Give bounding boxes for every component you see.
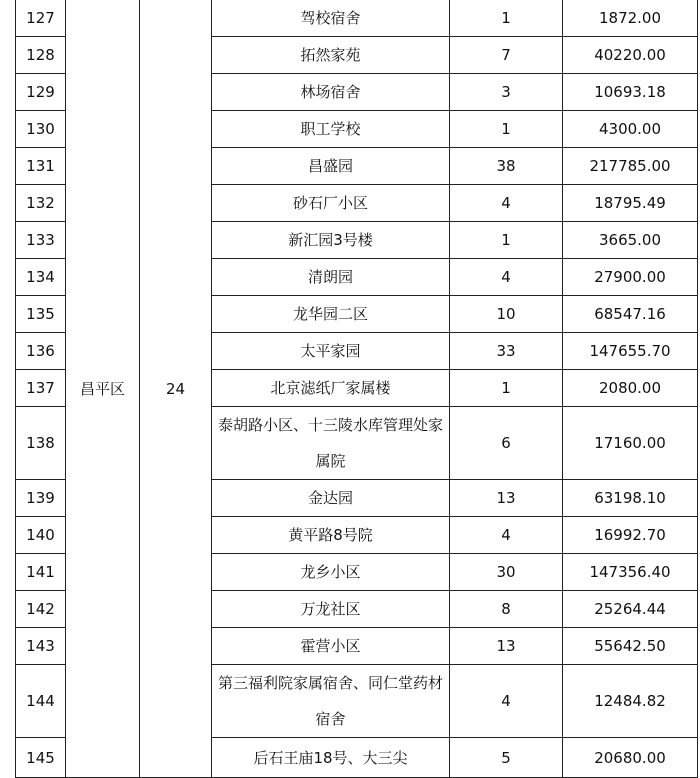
community-name: 林场宿舍 [212, 74, 450, 111]
area-value: 18795.49 [563, 185, 698, 222]
housing-table [15, 0, 698, 778]
row-number: 137 [16, 370, 66, 407]
district-cell: 昌平区 [66, 0, 140, 778]
unit-count: 4 [450, 517, 563, 554]
row-number: 132 [16, 185, 66, 222]
community-name: 泰胡路小区、十三陵水库管理处家属院 [212, 407, 450, 480]
area-value: 12484.82 [563, 665, 698, 738]
row-number: 129 [16, 74, 66, 111]
community-name: 昌盛园 [212, 148, 450, 185]
row-number: 131 [16, 148, 66, 185]
unit-count: 8 [450, 591, 563, 628]
row-number: 142 [16, 591, 66, 628]
area-value: 1872.00 [563, 0, 698, 37]
area-value: 2080.00 [563, 370, 698, 407]
area-value: 16992.70 [563, 517, 698, 554]
community-name: 黄平路8号院 [212, 517, 450, 554]
area-value: 63198.10 [563, 480, 698, 517]
unit-count: 6 [450, 407, 563, 480]
area-value: 27900.00 [563, 259, 698, 296]
area-value: 147356.40 [563, 554, 698, 591]
area-value: 68547.16 [563, 296, 698, 333]
unit-count: 4 [450, 259, 563, 296]
community-name: 万龙社区 [212, 591, 450, 628]
community-name: 龙华园二区 [212, 296, 450, 333]
unit-count: 13 [450, 628, 563, 665]
area-value: 25264.44 [563, 591, 698, 628]
row-number: 140 [16, 517, 66, 554]
row-number: 145 [16, 738, 66, 778]
community-name: 拓然家苑 [212, 37, 450, 74]
row-number: 143 [16, 628, 66, 665]
table-row [16, 0, 698, 37]
row-number: 139 [16, 480, 66, 517]
community-name: 后石王庙18号、大三尖 [212, 738, 450, 778]
row-number: 133 [16, 222, 66, 259]
area-value: 3665.00 [563, 222, 698, 259]
unit-count: 5 [450, 738, 563, 778]
area-value: 4300.00 [563, 111, 698, 148]
row-number: 138 [16, 407, 66, 480]
area-value: 40220.00 [563, 37, 698, 74]
area-value: 10693.18 [563, 74, 698, 111]
district-count-cell: 24 [140, 0, 212, 778]
unit-count: 30 [450, 554, 563, 591]
unit-count: 33 [450, 333, 563, 370]
row-number: 130 [16, 111, 66, 148]
row-number: 135 [16, 296, 66, 333]
row-number: 128 [16, 37, 66, 74]
unit-count: 7 [450, 37, 563, 74]
community-name: 新汇园3号楼 [212, 222, 450, 259]
area-value: 55642.50 [563, 628, 698, 665]
community-name: 金达园 [212, 480, 450, 517]
community-name: 砂石厂小区 [212, 185, 450, 222]
unit-count: 10 [450, 296, 563, 333]
community-name: 霍营小区 [212, 628, 450, 665]
unit-count: 4 [450, 185, 563, 222]
community-name: 龙乡小区 [212, 554, 450, 591]
unit-count: 3 [450, 74, 563, 111]
row-number: 134 [16, 259, 66, 296]
unit-count: 1 [450, 111, 563, 148]
row-number: 141 [16, 554, 66, 591]
unit-count: 1 [450, 222, 563, 259]
row-number: 144 [16, 665, 66, 738]
community-name: 太平家园 [212, 333, 450, 370]
community-name: 职工学校 [212, 111, 450, 148]
row-number: 136 [16, 333, 66, 370]
unit-count: 1 [450, 370, 563, 407]
row-number: 127 [16, 0, 66, 37]
area-value: 147655.70 [563, 333, 698, 370]
area-value: 17160.00 [563, 407, 698, 480]
community-name: 清朗园 [212, 259, 450, 296]
unit-count: 13 [450, 480, 563, 517]
unit-count: 4 [450, 665, 563, 738]
community-name: 第三福利院家属宿舍、同仁堂药材宿舍 [212, 665, 450, 738]
area-value: 217785.00 [563, 148, 698, 185]
area-value: 20680.00 [563, 738, 698, 778]
community-name: 驾校宿舍 [212, 0, 450, 37]
community-name: 北京滤纸厂家属楼 [212, 370, 450, 407]
unit-count: 1 [450, 0, 563, 37]
unit-count: 38 [450, 148, 563, 185]
